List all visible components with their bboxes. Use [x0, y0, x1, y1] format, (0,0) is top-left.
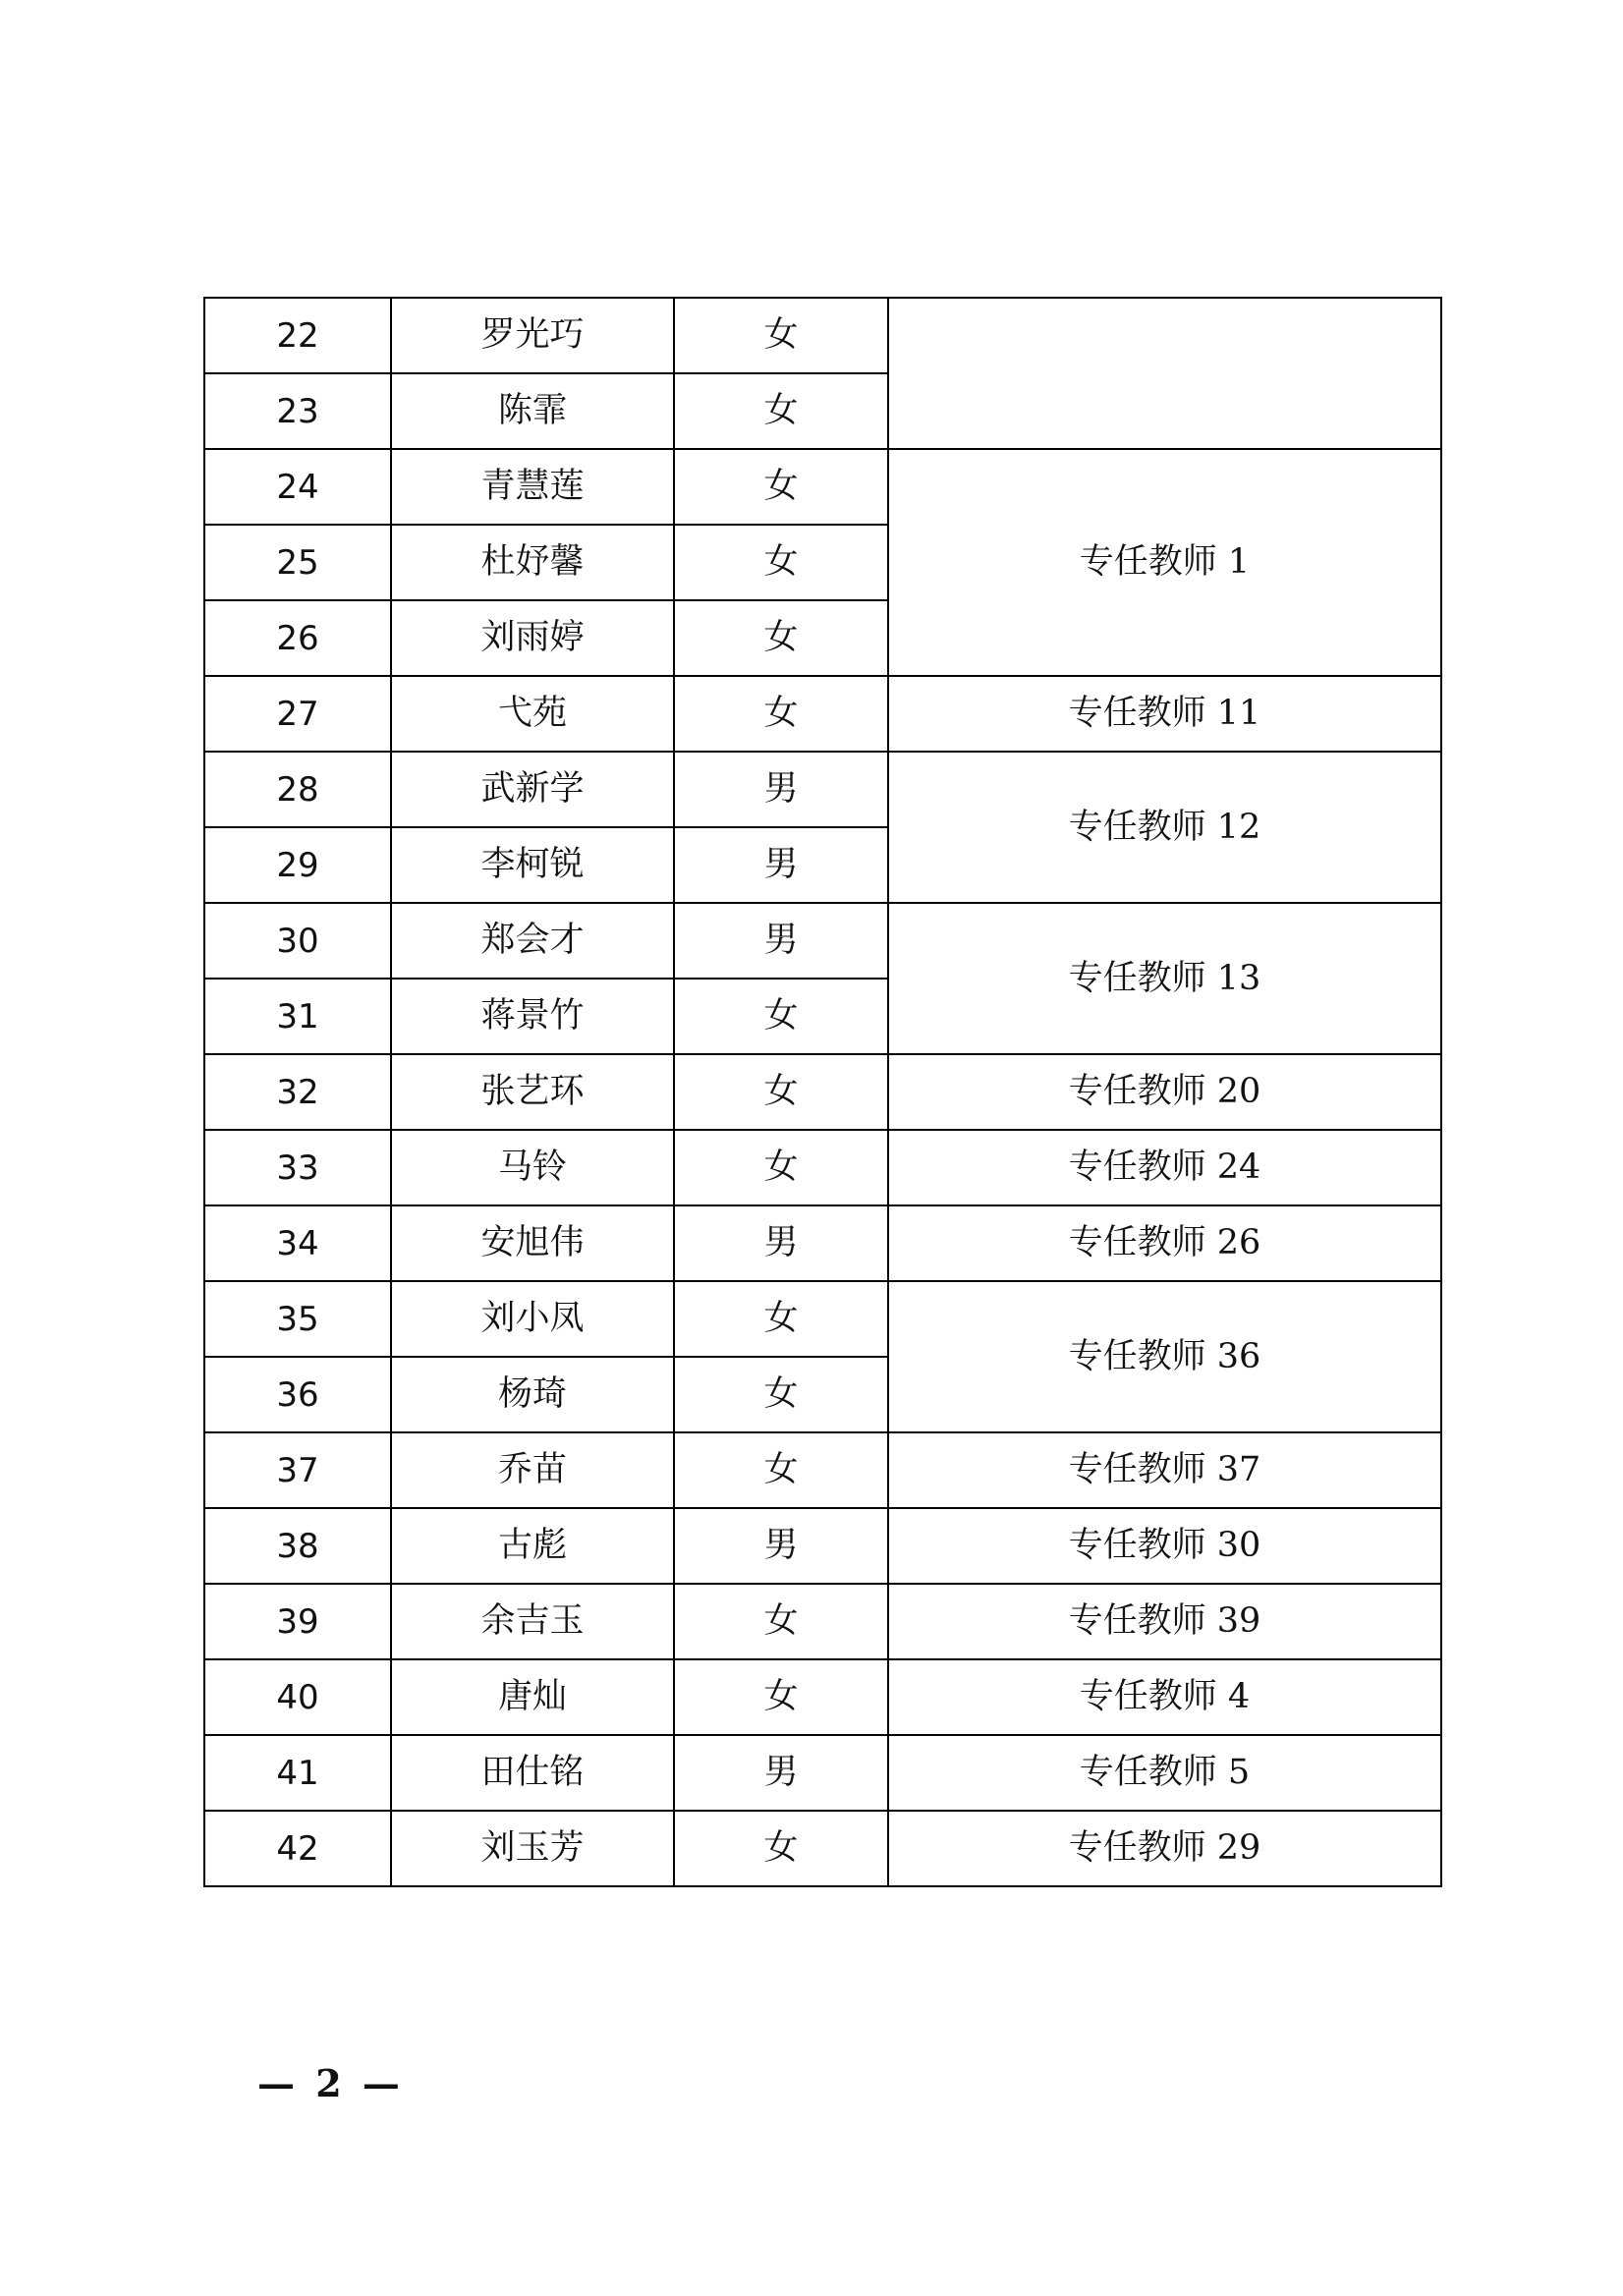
table-row	[204, 1130, 1441, 1205]
student-gender: 女	[674, 1432, 888, 1508]
mentor-cell: 专任教师 4	[888, 1659, 1441, 1735]
student-gender: 男	[674, 752, 888, 827]
mentor-cell: 专任教师 37	[888, 1432, 1441, 1508]
row-number: 30	[204, 903, 391, 979]
table-row	[204, 752, 1441, 827]
row-number: 37	[204, 1432, 391, 1508]
row-number: 41	[204, 1735, 391, 1811]
row-number: 24	[204, 449, 391, 525]
table-row	[204, 1659, 1441, 1735]
student-gender: 女	[674, 979, 888, 1054]
mentor-cell: 专任教师 5	[888, 1735, 1441, 1811]
mentor-cell: 专任教师 24	[888, 1130, 1441, 1205]
student-name: 刘玉芳	[391, 1811, 674, 1886]
student-name: 刘雨婷	[391, 600, 674, 676]
student-name: 田仕铭	[391, 1735, 674, 1811]
student-gender: 男	[674, 903, 888, 979]
student-gender: 男	[674, 1508, 888, 1584]
row-number: 38	[204, 1508, 391, 1584]
table-row	[204, 449, 1441, 525]
mentor-cell: 专任教师 26	[888, 1205, 1441, 1281]
page-number: — 2 —	[257, 2061, 404, 2105]
student-name: 罗光巧	[391, 298, 674, 373]
row-number: 39	[204, 1584, 391, 1659]
mentor-cell: 专任教师 13	[888, 903, 1441, 1054]
student-name: 张艺环	[391, 1054, 674, 1130]
student-name: 余吉玉	[391, 1584, 674, 1659]
mentor-cell: 专任教师 36	[888, 1281, 1441, 1432]
mentor-cell: 专任教师 29	[888, 1811, 1441, 1886]
student-gender: 女	[674, 298, 888, 373]
student-gender: 女	[674, 1130, 888, 1205]
row-number: 36	[204, 1357, 391, 1432]
row-number: 23	[204, 373, 391, 449]
mentor-cell: 专任教师 12	[888, 752, 1441, 903]
mentor-cell: 专任教师 30	[888, 1508, 1441, 1584]
student-name: 安旭伟	[391, 1205, 674, 1281]
row-number: 22	[204, 298, 391, 373]
student-gender: 女	[674, 525, 888, 600]
mentor-cell: 专任教师 11	[888, 676, 1441, 752]
student-name: 刘小凤	[391, 1281, 674, 1357]
row-number: 28	[204, 752, 391, 827]
student-gender: 女	[674, 676, 888, 752]
student-name: 马铃	[391, 1130, 674, 1205]
table-row	[204, 1054, 1441, 1130]
table-row	[204, 1584, 1441, 1659]
table-row	[204, 1811, 1441, 1886]
table-row	[204, 903, 1441, 979]
mentor-cell: 专任教师 20	[888, 1054, 1441, 1130]
student-gender: 男	[674, 827, 888, 903]
student-gender: 男	[674, 1735, 888, 1811]
mentor-cell	[888, 298, 1441, 449]
student-mentor-table	[203, 297, 1442, 1887]
student-name: 郑会才	[391, 903, 674, 979]
student-gender: 女	[674, 1281, 888, 1357]
student-name: 乔苗	[391, 1432, 674, 1508]
row-number: 35	[204, 1281, 391, 1357]
row-number: 34	[204, 1205, 391, 1281]
table-row	[204, 1205, 1441, 1281]
row-number: 33	[204, 1130, 391, 1205]
student-gender: 女	[674, 1659, 888, 1735]
student-gender: 女	[674, 449, 888, 525]
student-name: 陈霏	[391, 373, 674, 449]
student-name: 蒋景竹	[391, 979, 674, 1054]
table-row	[204, 1508, 1441, 1584]
row-number: 27	[204, 676, 391, 752]
row-number: 29	[204, 827, 391, 903]
mentor-cell: 专任教师 1	[888, 449, 1441, 676]
student-name: 杨琦	[391, 1357, 674, 1432]
student-name: 唐灿	[391, 1659, 674, 1735]
student-gender: 男	[674, 1205, 888, 1281]
row-number: 25	[204, 525, 391, 600]
student-name: 古彪	[391, 1508, 674, 1584]
student-gender: 女	[674, 1054, 888, 1130]
row-number: 31	[204, 979, 391, 1054]
student-gender: 女	[674, 1811, 888, 1886]
student-name: 杜妤馨	[391, 525, 674, 600]
table-row	[204, 1735, 1441, 1811]
row-number: 26	[204, 600, 391, 676]
student-gender: 女	[674, 600, 888, 676]
student-name: 青慧莲	[391, 449, 674, 525]
student-name: 弋苑	[391, 676, 674, 752]
table-row	[204, 298, 1441, 373]
mentor-cell: 专任教师 39	[888, 1584, 1441, 1659]
row-number: 32	[204, 1054, 391, 1130]
student-name: 武新学	[391, 752, 674, 827]
student-gender: 女	[674, 1357, 888, 1432]
row-number: 40	[204, 1659, 391, 1735]
table-row	[204, 1432, 1441, 1508]
student-gender: 女	[674, 373, 888, 449]
table-row	[204, 1281, 1441, 1357]
student-gender: 女	[674, 1584, 888, 1659]
row-number: 42	[204, 1811, 391, 1886]
table-row	[204, 676, 1441, 752]
student-name: 李柯锐	[391, 827, 674, 903]
